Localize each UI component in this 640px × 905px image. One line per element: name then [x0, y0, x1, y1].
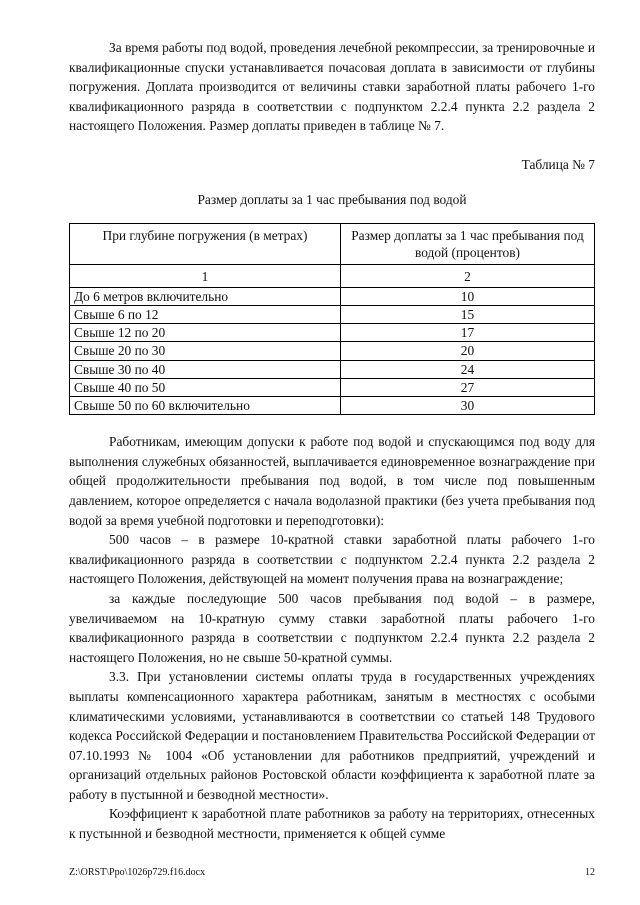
rate-cell: 24: [341, 360, 595, 378]
rate-cell: 27: [341, 378, 595, 396]
rate-cell: 20: [341, 342, 595, 360]
depth-cell: До 6 метров включительно: [70, 287, 341, 305]
file-path: Z:\ORST\Ppo\1026p729.f16.docx: [69, 867, 206, 878]
header-depth: При глубине погружения (в метрах): [70, 224, 341, 264]
table-row: [70, 305, 595, 323]
depth-cell: Свыше 6 по 12: [70, 305, 341, 323]
depth-cell: Свыше 20 по 30: [70, 342, 341, 360]
table-row: [70, 324, 595, 342]
table-row: [70, 342, 595, 360]
table-row: [70, 287, 595, 305]
paragraph-intro: За время работы под водой, проведения лечебной рекомпрессии, за тренировочные и квалификационные спуски устанавливается почасовая доплата в зависимости от глубины погружения. Доплата производится от величины ставки заработной платы рабочего 1-го квалификационного разряда в соответствии с подпунктом 2.2.4 пункта 2.2 раздела 2 настоящего Положения. Размер доплаты приведен в таблице № 7.: [69, 40, 595, 134]
rate-cell: 15: [341, 305, 595, 323]
table-label: Таблица № 7: [521, 156, 595, 172]
rate-cell: 17: [341, 324, 595, 342]
table-row: [70, 396, 595, 414]
paragraph-500-hours: 500 часов – в размере 10-кратной ставки заработной платы рабочего 1-го квалификационного разряда в соответствии с подпунктом 2.2.4 пункта 2.2 раздела 2 настоящего Положения, действующей на момент получения права на вознаграждение;: [69, 532, 595, 587]
table-header-row: [70, 224, 595, 264]
column-number-2: 2: [341, 264, 595, 287]
table-row: [70, 378, 595, 396]
depth-cell: Свыше 40 по 50: [70, 378, 341, 396]
depth-cell: Свыше 12 по 20: [70, 324, 341, 342]
depth-cell: Свыше 50 по 60 включительно: [70, 396, 341, 414]
rate-cell: 10: [341, 287, 595, 305]
surcharge-table: [69, 223, 595, 415]
document-page: [69, 38, 595, 844]
page-footer: [69, 867, 595, 878]
column-number-1: 1: [70, 264, 341, 287]
paragraph-each-next: за каждые последующие 500 часов пребывания под водой – в размере, увеличиваемом на 10-кратную сумму ставки заработной платы рабочего 1-го квалификационного разряда в соответствии с подпунктом 2.2.4 пункта 2.2 раздела 2 настоящего Положения, но не свыше 50-кратной суммы.: [69, 590, 595, 665]
table-row: [70, 360, 595, 378]
rate-cell: 30: [341, 396, 595, 414]
paragraph-coefficient: Коэффициент к заработной плате работников за работу на территориях, отнесенных к пустынной и безводной местности, применяется к общей сумме: [69, 806, 595, 842]
depth-cell: Свыше 30 по 40: [70, 360, 341, 378]
header-rate: Размер доплаты за 1 час пребывания под водой (процентов): [341, 224, 595, 264]
page-number: 12: [585, 867, 595, 878]
paragraph-3-3: 3.3. При установлении системы оплаты труда в государственных учреждениях выплаты компенсационного характера работникам, занятым в местностях с особыми климатическими условиями, устанавливаются в соответствии со статьей 148 Трудового кодекса Российской Федерации и постановлением Правительства Российской Федерации от 07.10.1993 № 1004 «Об установлении для работников предприятий, учреждений и организаций отдельных районов Ростовской области коэффициента к заработной плате за работу в пустынной и безводной местности».: [69, 669, 595, 802]
table-number-row: [70, 264, 595, 287]
paragraph-divers: Работникам, имеющим допуски к работе под водой и спускающимся под воду для выполнения служебных обязанностей, выплачивается единовременное вознаграждение при общей продолжительности пребывания под водой, в том числе под повышенным давлением, которое определяется с начала водолазной практики (без учета пребывания под водой за время учебной подготовки и переподготовки):: [69, 434, 595, 528]
table-title: Размер доплаты за 1 час пребывания под водой: [197, 191, 467, 207]
